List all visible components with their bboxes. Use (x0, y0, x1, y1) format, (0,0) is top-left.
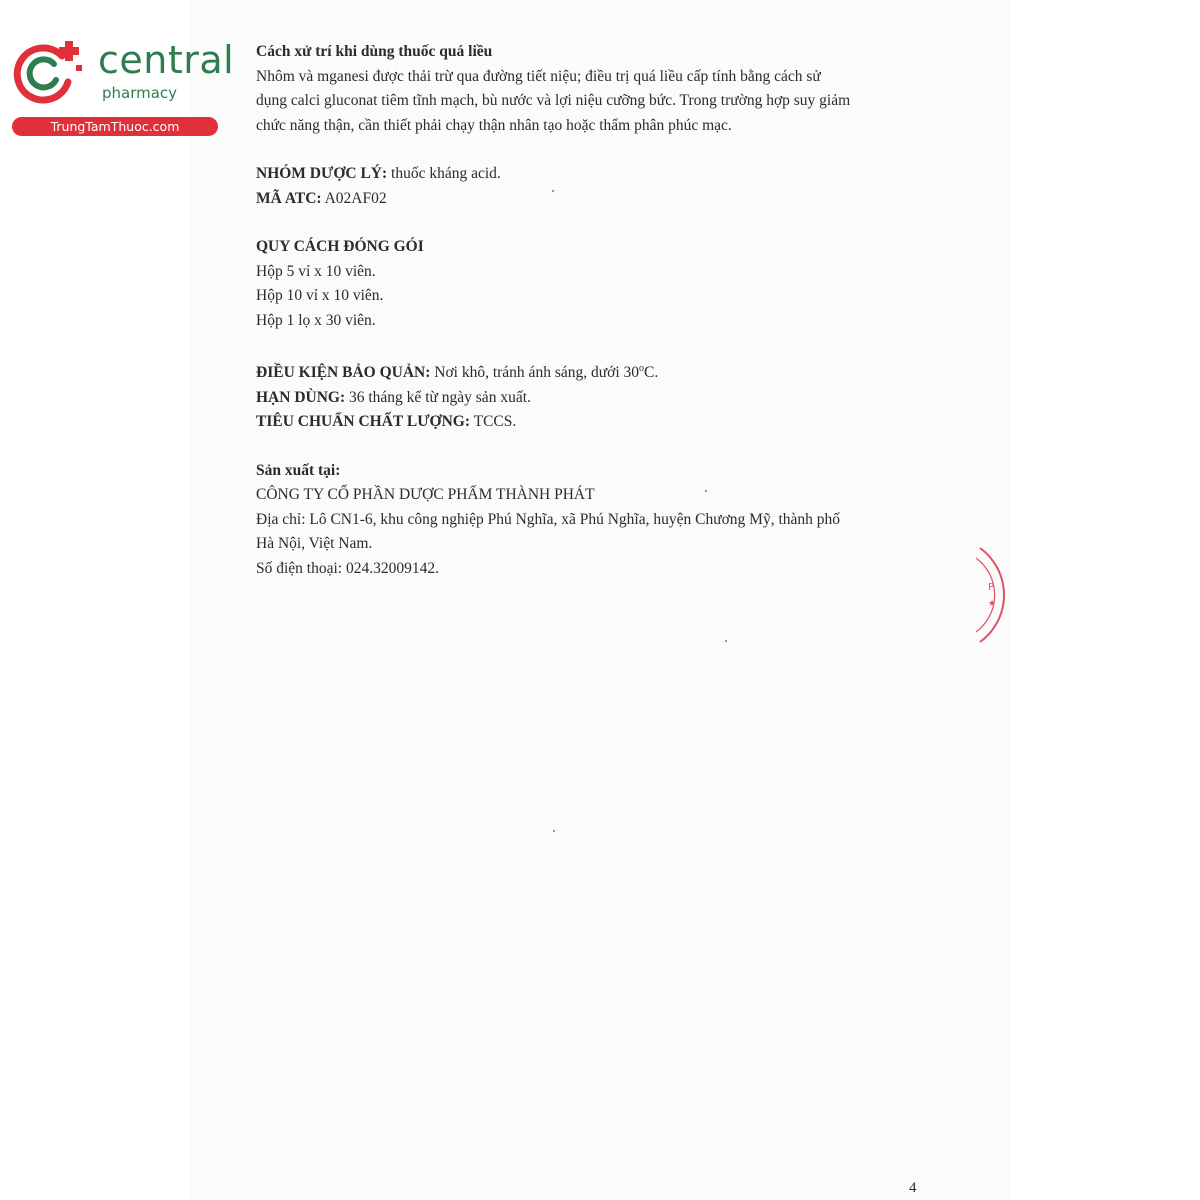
pharmacology-group (256, 162, 926, 187)
storage-condition-label: ĐIỀU KIỆN BẢO QUẢN: (256, 364, 431, 382)
packaging-item: Hộp 1 lọ x 30 viên. (256, 311, 376, 329)
manufacturer-heading: Sản xuất tại: (256, 461, 341, 479)
logo-url-badge[interactable]: TrungTamThuoc.com (12, 117, 218, 136)
quality-standard-value: TCCS. (470, 413, 517, 431)
storage-condition-value: Nơi khô, tránh ánh sáng, dưới 30 (430, 364, 640, 382)
atc-code (256, 187, 926, 212)
shelf-life (256, 386, 926, 411)
storage-condition (256, 357, 926, 386)
manufacturer-phone: Số điện thoại: 024.32009142. (256, 559, 439, 577)
page-number: 4 (909, 1180, 917, 1196)
overdose-line-3: chức năng thận, cần thiết phải chạy thận nhân tạo hoặc thẩm phân phúc mạc. (256, 116, 732, 134)
manufacturer-address-1: Địa chỉ: Lô CN1-6, khu công nghiệp Phú Nghĩa, xã Phú Nghĩa, huyện Chương Mỹ, thành phố (256, 510, 841, 528)
pharmacology-group-label: NHÓM DƯỢC LÝ: (256, 165, 388, 182)
shelf-life-label: HẠN DÙNG: (256, 388, 346, 406)
scan-speck (552, 190, 554, 192)
overdose-line-2: dụng calci gluconat tiêm tĩnh mạch, bù nước và lợi niệu cưỡng bức. Trong trường hợp suy giảm (256, 92, 851, 109)
scan-speck (725, 640, 727, 642)
degree-symbol: o (639, 363, 645, 374)
logo-sub-text: pharmacy (102, 84, 178, 102)
overdose-line-1 (256, 65, 926, 90)
logo-brand-text: central (98, 38, 235, 82)
svg-text:★: ★ (988, 599, 997, 609)
manufacturer-address-2: Hà Nội, Việt Nam. (256, 535, 373, 553)
shelf-life-value: 36 tháng kể từ ngày sản xuất. (345, 388, 531, 406)
atc-label: MÃ ATC: (256, 189, 322, 207)
pharmacology-group-value: thuốc kháng acid. (387, 165, 501, 182)
central-pharmacy-logo (10, 38, 235, 136)
svg-text:P: P (988, 582, 995, 593)
red-stamp-seal (968, 540, 1018, 650)
packaging-item: Hộp 10 vỉ x 10 viên. (256, 287, 384, 304)
overdose-heading: Cách xử trí khi dùng thuốc quá liều (256, 43, 493, 60)
document-body (256, 40, 926, 581)
packaging-heading: QUY CÁCH ĐÓNG GÓI (256, 238, 424, 255)
storage-unit: C. (644, 364, 659, 382)
quality-standard-label: TIÊU CHUẨN CHẤT LƯỢNG: (256, 413, 471, 431)
scan-speck (705, 490, 707, 492)
overdose-text-1: Nhôm và mganesi được thải trừ qua đường tiết niệu; điều trị quá liều cấp tính bằng cách sử (256, 67, 821, 85)
pharmacy-cross-logo-icon (10, 38, 90, 108)
packaging-item: Hộp 5 vỉ x 10 viên. (256, 262, 376, 280)
quality-standard (256, 410, 926, 435)
scan-speck (553, 830, 555, 832)
manufacturer-company: CÔNG TY CỔ PHẦN DƯỢC PHẨM THÀNH PHÁT (256, 486, 595, 504)
atc-value: A02AF02 (321, 189, 387, 207)
